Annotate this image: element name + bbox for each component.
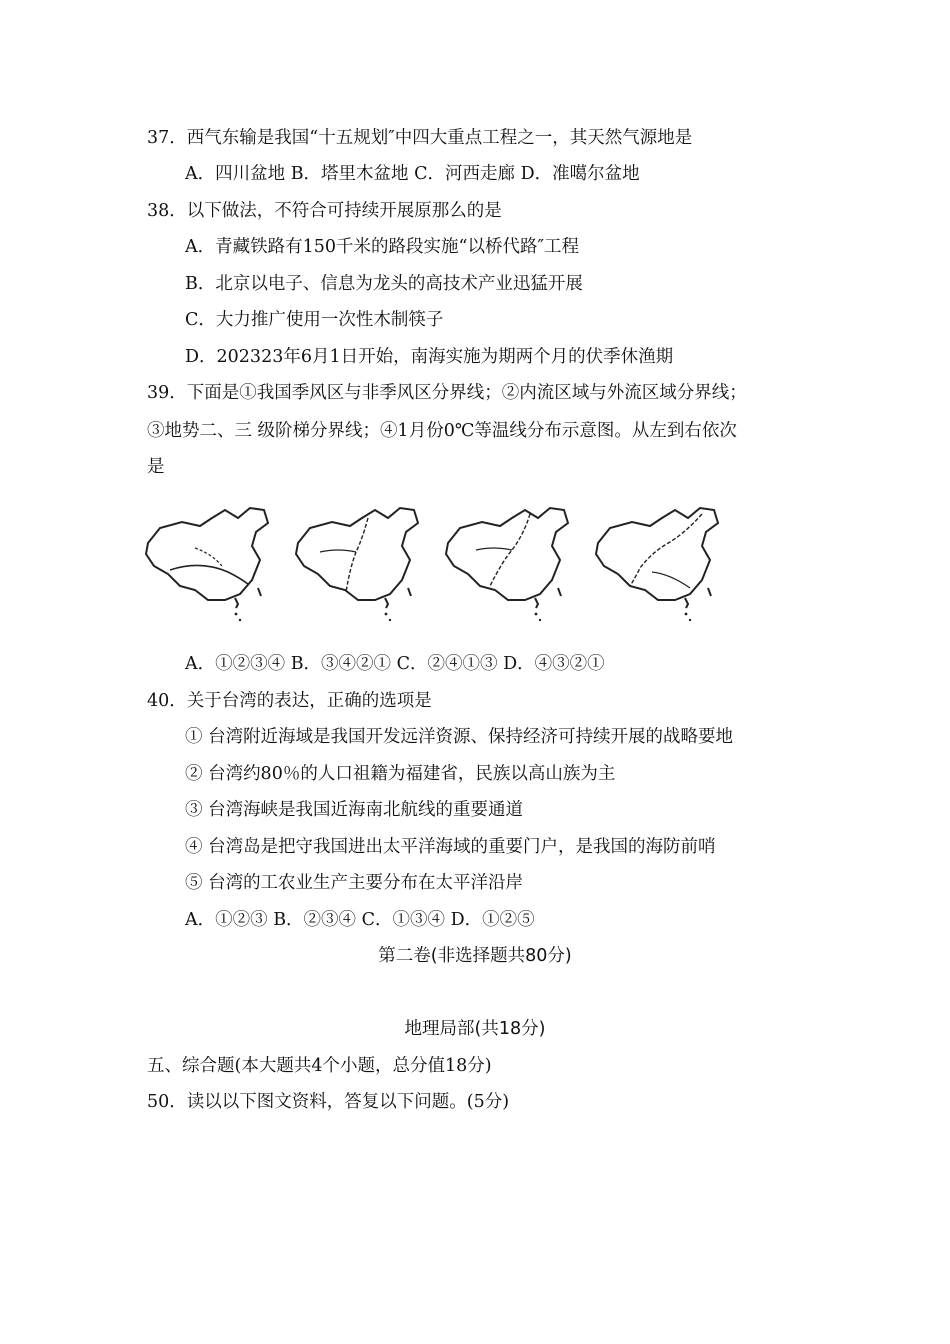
china-map-1: [140, 488, 285, 628]
china-map-figures: [140, 488, 720, 633]
q40-item-2: ② 台湾约80％的人口祖籍为福建省，民族以高山族为主: [185, 764, 616, 784]
part5-heading: 五、综合题(本大题共4个小题，总分值18分): [147, 1056, 492, 1076]
q39-stem-line2: ③地势二、三 级阶梯分界线；④1月份0℃等温线分布示意图。从左到右依次: [147, 421, 737, 441]
q40-stem: 40．关于台湾的表达，正确的选项是: [147, 691, 432, 711]
q38-option-c: C．大力推广使用一次性木制筷子: [185, 310, 444, 330]
china-map-4-drawing: [590, 488, 735, 628]
china-map-2-drawing: [290, 488, 435, 628]
q38-option-b: B．北京以电子、信息为龙头的高技术产业迅猛开展: [185, 274, 583, 294]
china-map-4: [590, 488, 735, 628]
q40-item-4: ④ 台湾岛是把守我国进出太平洋海域的重要门户，是我国的海防前哨: [185, 837, 716, 857]
geography-section-title: 地理局部(共18分): [404, 1019, 546, 1039]
q39-stem-line1: 39．下面是①我国季风区与非季风区分界线；②内流区域与外流区域分界线；: [147, 383, 747, 403]
q39-options: A．①②③④ B．③④②① C．②④①③ D．④③②①: [185, 654, 605, 674]
china-map-1-drawing: [140, 488, 285, 628]
q37-options: A．四川盆地 B．塔里木盆地 C．河西走廊 D．准噶尔盆地: [185, 164, 640, 184]
q38-option-d: D．202323年6月1日开始，南海实施为期两个月的伏季休渔期: [185, 347, 674, 367]
q37-stem: 37．西气东输是我国“十五规划″中四大重点工程之一，其天然气源地是: [147, 128, 693, 148]
china-map-3-drawing: [440, 488, 585, 628]
q39-stem-line3: 是: [147, 457, 165, 477]
q50-stem: 50．读以以下图文资料，答复以下问题。(5分): [147, 1092, 510, 1112]
q40-options: A．①②③ B．②③④ C．①③④ D．①②⑤: [185, 910, 535, 930]
q40-item-5: ⑤ 台湾的工农业生产主要分布在太平洋沿岸: [185, 873, 524, 893]
china-map-2: [290, 488, 435, 628]
china-map-3: [440, 488, 585, 628]
q38-option-a: A．青藏铁路有150千米的路段实施“以桥代路″工程: [185, 237, 580, 257]
q40-item-1: ① 台湾附近海域是我国开发远洋资源、保持经济可持续开展的战略要地: [185, 727, 734, 747]
q40-item-3: ③ 台湾海峡是我国近海南北航线的重要通道: [185, 800, 524, 820]
q38-stem: 38．以下做法，不符合可持续开展原那么的是: [147, 201, 502, 221]
section2-title: 第二卷(非选择题共80分): [378, 946, 572, 966]
